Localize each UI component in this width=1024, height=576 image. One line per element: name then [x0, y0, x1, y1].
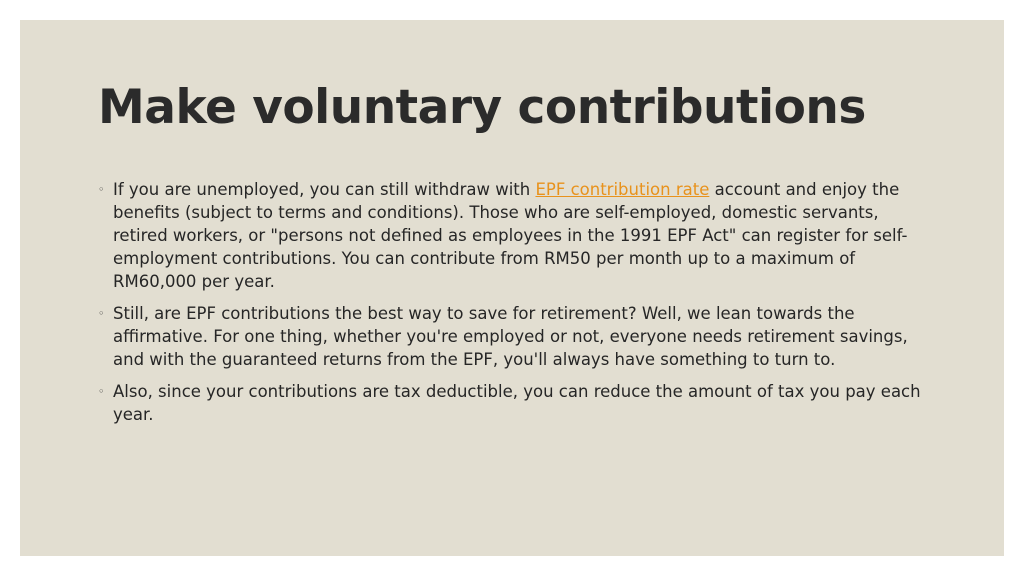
bullet-text: If you are unemployed, you can still withdraw with	[113, 180, 536, 199]
bullet-text: Still, are EPF contributions the best way to save for retirement? Well, we lean towards the affirmative. For one thing, whether you're employed or not, everyone needs retirement savings, and with the guaranteed returns from the EPF, you'll always have something to turn to.	[113, 304, 908, 369]
bullet-marker-icon: ◦	[98, 385, 105, 398]
bullet-text: account and enjoy the benefits (subject to terms and conditions). Those who are self-employed, domestic servants, retired workers, or "persons not defined as employees in the 1991 EPF Act" can register for self-employment contributions. You can contribute from RM50 per month up to a maximum of RM60,000 per year.	[113, 180, 908, 291]
bullet-item	[98, 380, 938, 426]
slide-title: Make voluntary contributions	[98, 80, 866, 135]
bullet-item	[98, 178, 938, 293]
bullet-list	[98, 178, 938, 435]
epf-contribution-rate-link[interactable]: EPF contribution rate	[535, 180, 710, 199]
bullet-marker-icon: ◦	[98, 183, 105, 196]
bullet-item	[98, 302, 938, 371]
bullet-marker-icon: ◦	[98, 307, 105, 320]
slide	[20, 20, 1004, 556]
bullet-text: Also, since your contributions are tax deductible, you can reduce the amount of tax you pay each year.	[113, 382, 921, 424]
